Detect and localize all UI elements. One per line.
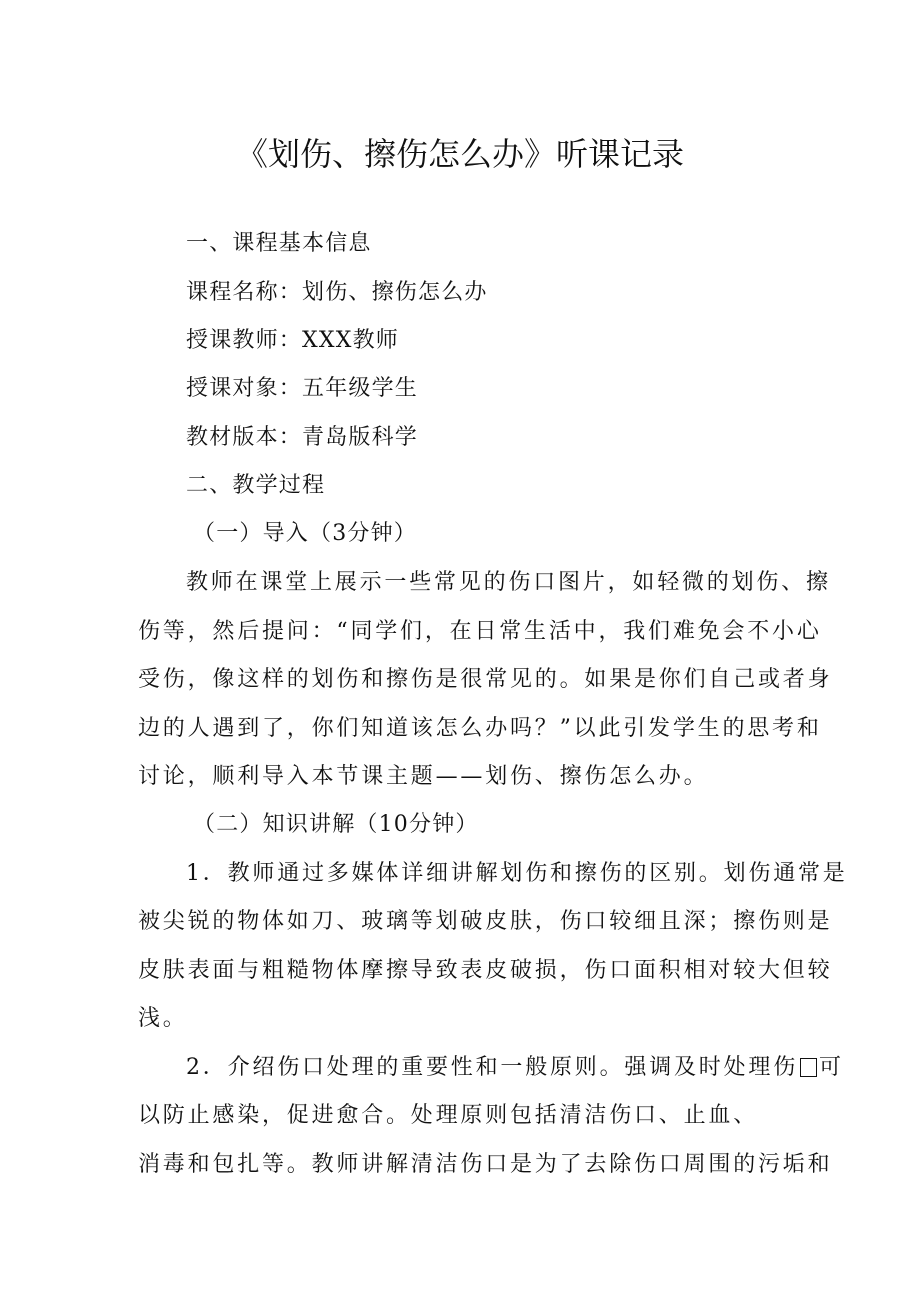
info-course-name: 课程名称：划伤、擦伤怎么办 [186,280,488,305]
section-heading-teaching-process: 二、教学过程 [186,473,326,498]
paragraph-line-with-missing-glyph [186,1052,844,1084]
missing-glyph-box-icon [800,1058,817,1077]
document-title: 《划伤、擦伤怎么办》听课记录 [235,135,684,173]
paragraph-line: 浅。 [138,1006,188,1031]
paragraph-line: 皮肤表面与粗糙物体摩擦导致表皮破损，伤口面积相对较大但较 [138,958,833,983]
info-teacher: 授课教师：XXX教师 [186,328,399,353]
paragraph-line: 1．教师通过多媒体详细讲解划伤和擦伤的区别。划伤通常是 [186,861,848,886]
paragraph-line: 边的人遇到了，你们知道该怎么办吗？”以此引发学生的思考和 [138,716,822,741]
paragraph-line: 教师在课堂上展示一些常见的伤口图片，如轻微的划伤、擦 [186,570,831,595]
paragraph-line: 消毒和包扎等。教师讲解清洁伤口是为了去除伤口周围的污垢和 [138,1152,833,1177]
info-textbook: 教材版本：青岛版科学 [186,425,419,450]
subsection-heading-introduction: （一）导入（3分钟） [193,521,417,546]
subsection-heading-knowledge: （二）知识讲解（10分钟） [193,812,479,837]
paragraph-line: 被尖锐的物体如刀、玻璃等划破皮肤，伤口较细且深；擦伤则是 [138,909,833,934]
line-text-before-box: 2．介绍伤口处理的重要性和一般原则。强调及时处理伤 [186,1055,798,1080]
line-text-after-box: 可 [819,1055,844,1080]
paragraph-line: 讨论，顺利导入本节课主题——划伤、擦伤怎么办。 [138,764,709,789]
paragraph-line: 以防止感染，促进愈合。处理原则包括清洁伤口、止血、 [138,1103,759,1128]
info-audience: 授课对象：五年级学生 [186,376,419,401]
paragraph-line: 受伤，像这样的划伤和擦伤是很常见的。如果是你们自己或者身 [138,667,833,692]
paragraph-line: 伤等，然后提问：“同学们，在日常生活中，我们难免会不小心 [138,619,822,644]
section-heading-basic-info: 一、课程基本信息 [186,231,372,256]
